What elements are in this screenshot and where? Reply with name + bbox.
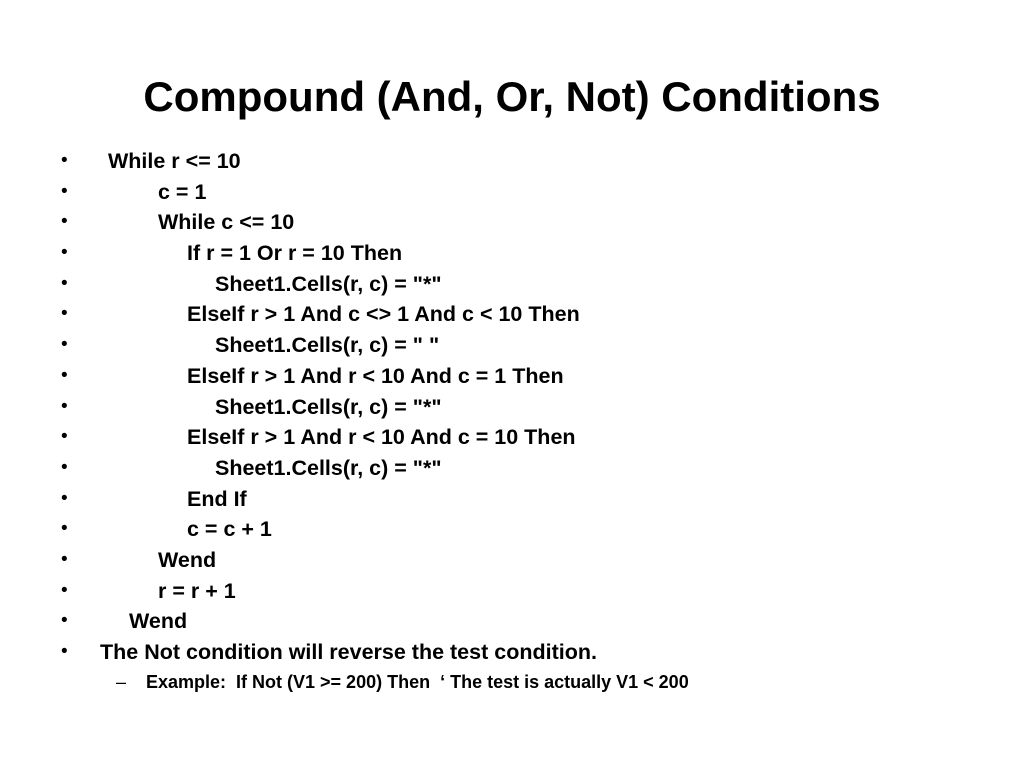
list-item: [0, 146, 1024, 177]
code-line: If r = 1 Or r = 10 Then: [187, 241, 403, 266]
list-item: [0, 514, 1024, 545]
bullet-icon: •: [61, 641, 68, 662]
code-line: ElseIf r > 1 And c <> 1 And c < 10 Then: [187, 302, 580, 327]
code-line: Wend: [129, 609, 188, 634]
bullet-icon: •: [61, 334, 68, 356]
list-item: [0, 207, 1024, 238]
example-text: Example: If Not (V1 >= 200) Then ‘ The test is actually V1 < 200: [146, 671, 689, 692]
code-line: Sheet1.Cells(r, c) = " ": [215, 333, 440, 358]
bullet-icon: •: [61, 364, 68, 386]
code-line: Sheet1.Cells(r, c) = "*": [215, 271, 442, 296]
code-line: End If: [187, 486, 247, 511]
dash-icon: –: [116, 671, 127, 692]
code-line: ElseIf r > 1 And r < 10 And c = 1 Then: [187, 363, 564, 388]
list-item: [0, 606, 1024, 637]
list-item: [0, 637, 1024, 668]
list-item: [0, 269, 1024, 300]
slide-title: Compound (And, Or, Not) Conditions: [143, 73, 881, 120]
code-line: Sheet1.Cells(r, c) = "*": [215, 455, 442, 480]
list-item: [0, 422, 1024, 453]
code-line: Sheet1.Cells(r, c) = "*": [215, 394, 442, 419]
bullet-icon: •: [61, 579, 68, 601]
bullet-list: [0, 146, 1024, 696]
bullet-icon: •: [61, 272, 68, 294]
code-line: While r <= 10: [108, 149, 241, 173]
bullet-icon: •: [61, 303, 68, 325]
bullet-icon: •: [61, 395, 68, 417]
bullet-icon: •: [61, 242, 68, 264]
sub-list-item: [0, 668, 1024, 696]
code-line: ElseIf r > 1 And r < 10 And c = 10 Then: [187, 425, 576, 450]
code-line: While c <= 10: [158, 210, 295, 235]
list-item: [0, 576, 1024, 607]
bullet-icon: •: [61, 456, 68, 478]
list-item: [0, 330, 1024, 361]
list-item: [0, 361, 1024, 392]
bullet-icon: •: [61, 610, 68, 632]
statement-text: The Not condition will reverse the test condition.: [100, 640, 597, 664]
code-line: c = c + 1: [187, 517, 272, 542]
code-line: r = r + 1: [158, 578, 236, 603]
list-item: [0, 453, 1024, 484]
list-item: [0, 238, 1024, 269]
list-item: [0, 299, 1024, 330]
code-line: Wend: [158, 547, 217, 572]
code-line: c = 1: [158, 179, 207, 204]
list-item: [0, 484, 1024, 515]
bullet-icon: •: [61, 487, 68, 509]
bullet-icon: •: [61, 426, 68, 448]
bullet-icon: •: [61, 150, 68, 171]
list-item: [0, 545, 1024, 576]
bullet-icon: •: [61, 180, 68, 202]
list-item: [0, 392, 1024, 423]
bullet-icon: •: [61, 518, 68, 540]
list-item: [0, 177, 1024, 208]
bullet-icon: •: [61, 548, 68, 570]
bullet-icon: •: [61, 211, 68, 233]
